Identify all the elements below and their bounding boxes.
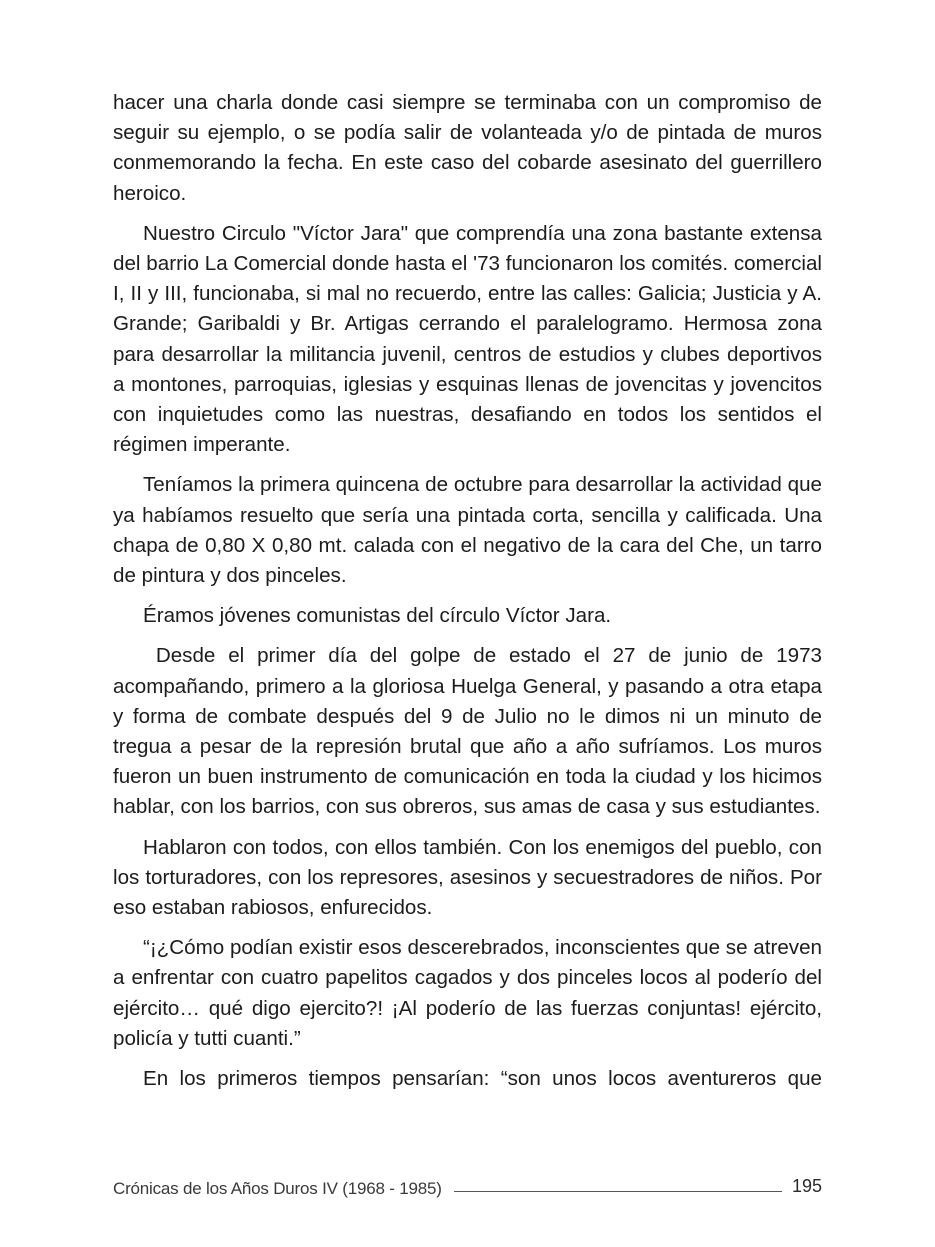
paragraph: Nuestro Circulo "Víctor Jara" que comprendía una zona bastante extensa del barrio La Comercial donde hasta el '73 funcionaron los comités. comercial I, II y III, funcionaba, si mal no recuerdo, entre las calles: Galicia; Justicia y A. Grande; Garibaldi y Br. Artigas cerrando el paralelogramo. Hermosa zona para desarrollar la militancia juvenil, centros de estudios y clubes deportivos a montones, parroquias, iglesias y esquinas llenas de jovencitas y jovencitos con inquietudes como las nuestras, desafiando en todos los sentidos el régimen imperante. xyxy=(113,221,822,457)
paragraph: Hablaron con todos, con ellos también. Con los enemigos del pueblo, con los torturadores, con los represores, asesinos y secuestradores de niños. Por eso estaban rabiosos, enfurecidos. xyxy=(113,835,822,920)
page-footer xyxy=(113,1174,822,1204)
footer-book-title: Crónicas de los Años Duros IV (1968 - 1985) xyxy=(113,1179,442,1198)
paragraph: Éramos jóvenes comunistas del círculo Víctor Jara. xyxy=(143,604,612,628)
paragraph: En los primeros tiempos pensarían: “son unos locos aventureros que xyxy=(143,1067,822,1091)
page-number: 195 xyxy=(791,1175,822,1196)
body-text xyxy=(113,88,828,1094)
footer-divider-line xyxy=(454,1191,782,1192)
paragraph: Desde el primer día del golpe de estado el 27 de junio de 1973 acompañando, primero a la gloriosa Huelga General, y pasando a otra etapa y forma de combate después del 9 de Julio no le dimos ni un minuto de tregua a pesar de la represión brutal que año a año sufríamos. Los muros fueron un buen instrumento de comunicación en toda la ciudad y los hicimos hablar, con los barrios, con sus obreros, sus amas de casa y sus estudiantes. xyxy=(113,644,828,819)
paragraph: hacer una charla donde casi siempre se terminaba con un compromiso de seguir su ejemplo, o se podía salir de volanteada y/o de pintada de muros conmemorando la fecha. En este caso del cobarde asesinato del guerrillero heroico. xyxy=(113,91,822,205)
paragraph: “¡¿Cómo podían existir esos descerebrados, inconscientes que se atreven a enfrentar con cuatro papelitos cagados y dos pinceles locos al poderío del ejército… qué digo ejercito?! ¡Al poderío de las fuerzas conjuntas! ejército, policía y tutti cuanti.” xyxy=(113,936,822,1050)
paragraph: Teníamos la primera quincena de octubre para desarrollar la actividad que ya habíamos resuelto que sería una pintada corta, sencilla y calificada. Una chapa de 0,80 X 0,80 mt. calada con el negativo de la cara del Che, un tarro de pintura y dos pinceles. xyxy=(113,473,822,588)
